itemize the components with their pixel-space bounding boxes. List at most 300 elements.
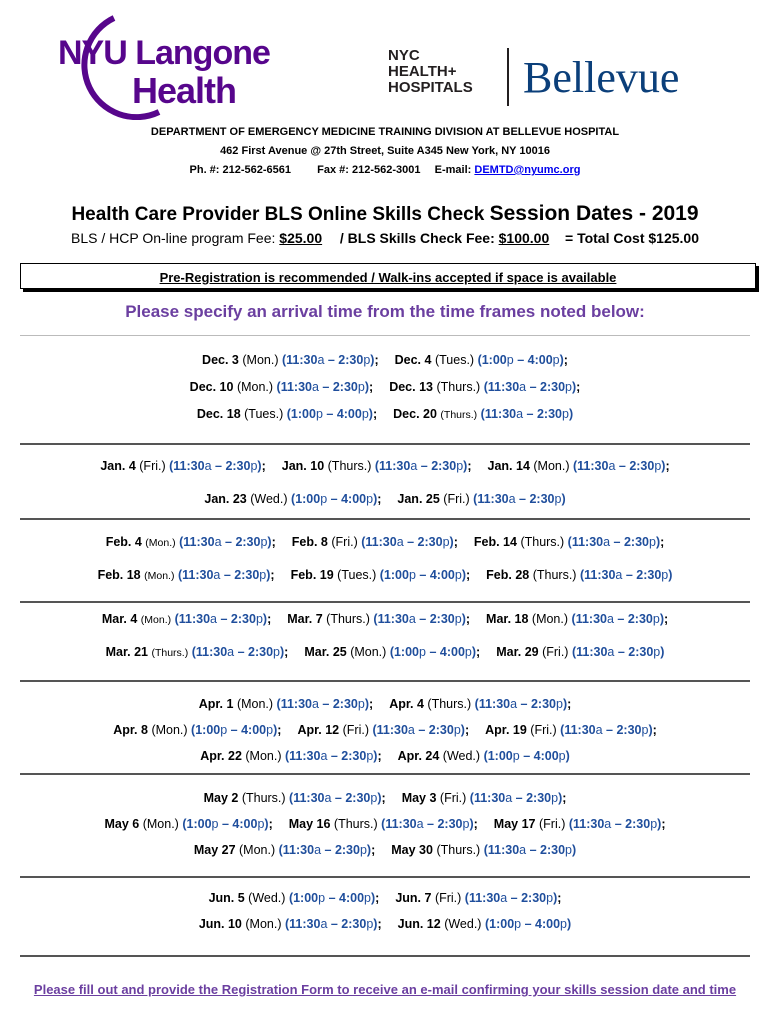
- session-separator: ;: [369, 380, 374, 394]
- start-time: 1:00: [489, 917, 515, 931]
- session-item: [395, 353, 568, 367]
- session-date: Jan. 10: [281, 459, 325, 473]
- start-time: 11:30: [487, 380, 520, 394]
- session-row: [0, 492, 770, 506]
- end-ampm: p: [259, 568, 267, 582]
- session-date: Feb. 8: [291, 535, 328, 549]
- end-time: 2:30: [341, 917, 367, 931]
- end-ampm: p: [359, 843, 367, 857]
- session-date: Apr. 12: [297, 723, 340, 737]
- end-time: 2:30: [540, 843, 566, 857]
- session-date: Apr. 1: [198, 697, 234, 711]
- start-time: 1:00: [393, 645, 420, 659]
- session-time: (11:30a – 2:30p): [169, 459, 262, 473]
- end-time: 2:30: [625, 817, 651, 831]
- end-time: 2:30: [234, 568, 260, 582]
- end-ampm: p: [652, 612, 660, 626]
- session-separator: ;: [652, 723, 657, 737]
- session-date: Feb. 18: [97, 568, 141, 582]
- session-date: Feb. 14: [473, 535, 517, 549]
- start-ampm: a: [407, 723, 415, 737]
- end-time: 2:30: [230, 612, 256, 626]
- end-time: 4:00: [439, 645, 465, 659]
- nyu-langone-health-logo: [44, 10, 294, 120]
- start-ampm: p: [318, 891, 326, 905]
- session-weekday: (Mon.): [140, 614, 172, 626]
- start-ampm: a: [606, 612, 614, 626]
- session-date: Jun. 5: [208, 891, 245, 905]
- start-ampm: a: [408, 612, 416, 626]
- end-time: 2:30: [636, 568, 662, 582]
- end-time: 2:30: [540, 380, 566, 394]
- end-ampm: p: [260, 535, 268, 549]
- session-time: (1:00p – 4:00p): [389, 645, 477, 659]
- start-time: 11:30: [564, 723, 596, 737]
- email-link[interactable]: DEMTD@nyumc.org: [474, 164, 581, 176]
- session-separator: ;: [271, 535, 276, 549]
- session-weekday: (Tues.): [244, 407, 284, 421]
- session-date: Apr. 19: [485, 723, 527, 737]
- session-separator: ;: [562, 791, 567, 805]
- session-time: (11:30a – 2:30p): [474, 697, 568, 711]
- start-ampm: a: [410, 459, 418, 473]
- end-time: 2:30: [521, 891, 547, 905]
- start-ampm: a: [416, 817, 424, 831]
- end-time: 2:30: [235, 535, 261, 549]
- session-time: (11:30a – 2:30p): [179, 535, 272, 549]
- session-weekday: (Tues.): [434, 353, 475, 367]
- session-time: (11:30a – 2:30p): [373, 612, 466, 626]
- end-ampm: p: [565, 843, 572, 857]
- end-time: 2:30: [332, 380, 358, 394]
- start-time: 11:30: [487, 843, 520, 857]
- end-time: 2:30: [428, 723, 454, 737]
- session-weekday: (Thurs.): [440, 409, 478, 421]
- session-weekday: (Thurs.): [241, 791, 286, 805]
- session-time: (11:30a – 2:30p): [276, 380, 370, 394]
- start-ampm: a: [214, 535, 222, 549]
- start-ampm: a: [227, 645, 235, 659]
- session-separator: ;: [369, 697, 374, 711]
- session-date: Apr. 22: [200, 749, 242, 763]
- session-weekday: (Mon.): [142, 817, 179, 831]
- session-weekday: (Thurs.): [436, 380, 481, 394]
- session-date: Jan. 4: [100, 459, 136, 473]
- start-time: 11:30: [182, 568, 214, 582]
- start-time: 11:30: [195, 645, 228, 659]
- session-separator: ;: [663, 612, 669, 626]
- session-item: [199, 917, 382, 931]
- session-item: [105, 817, 273, 831]
- session-item: [190, 380, 374, 394]
- start-ampm: p: [419, 645, 426, 659]
- session-item: [282, 459, 472, 473]
- session-item: [194, 843, 375, 857]
- session-weekday: (Mon.): [242, 353, 279, 367]
- session-date: May 30: [391, 843, 433, 857]
- session-separator: ;: [473, 817, 478, 831]
- start-time: 1:00: [290, 407, 316, 421]
- session-weekday: (Thurs.): [520, 535, 565, 549]
- session-time: (1:00p – 4:00p): [288, 891, 376, 905]
- session-item: [204, 791, 386, 805]
- session-time: (11:30a – 2:30p): [483, 843, 577, 857]
- session-date: Dec. 13: [389, 380, 433, 394]
- start-time: 11:30: [280, 697, 312, 711]
- start-time: 11:30: [280, 380, 312, 394]
- session-item: [486, 612, 668, 626]
- end-time: 2:30: [530, 697, 556, 711]
- session-weekday: (Thurs.): [151, 647, 189, 659]
- session-time: (1:00p – 4:00p): [286, 407, 373, 421]
- logo-divider: [507, 48, 509, 106]
- session-item: [398, 917, 572, 931]
- session-separator: ;: [453, 535, 458, 549]
- arrival-instruction: Please specify an arrival time from the time frames noted below:: [125, 302, 645, 321]
- start-ampm: p: [514, 917, 522, 931]
- registration-footer-note: Please fill out and provide the Registration Form to receive an e-mail confirming your skills session date and time: [33, 982, 737, 997]
- end-time: 4:00: [527, 353, 553, 367]
- start-ampm: a: [595, 723, 603, 737]
- session-separator: ;: [464, 723, 470, 737]
- end-ampm: p: [546, 891, 554, 905]
- session-separator: ;: [374, 353, 379, 367]
- start-ampm: a: [210, 612, 217, 626]
- start-ampm: p: [211, 817, 219, 831]
- session-separator: ;: [377, 492, 382, 506]
- start-ampm: a: [516, 407, 524, 421]
- session-row: [0, 843, 770, 857]
- session-weekday: (Tues.): [337, 568, 377, 582]
- session-row: [0, 723, 770, 737]
- month-divider: [20, 680, 750, 682]
- session-weekday: (Thurs.): [436, 843, 481, 857]
- session-time: (11:30a – 2:30p): [579, 568, 673, 582]
- session-item: [209, 891, 380, 905]
- page-title: [0, 202, 770, 226]
- skills-fee-label: / BLS Skills Check Fee:: [339, 230, 495, 246]
- start-time: 1:00: [295, 492, 321, 506]
- end-ampm: p: [554, 492, 562, 506]
- bellevue-wordmark: Bellevue: [523, 53, 680, 102]
- end-ampm: p: [361, 407, 369, 421]
- nyc-logo-line3: HOSPITALS: [388, 79, 473, 96]
- session-weekday: (Thurs.): [333, 817, 378, 831]
- end-ampm: p: [442, 535, 450, 549]
- fax: Fax #: 212-562-3001: [317, 164, 421, 176]
- end-ampm: p: [654, 459, 662, 473]
- start-ampm: a: [320, 917, 328, 931]
- session-weekday: (Wed.): [248, 891, 286, 905]
- end-ampm: p: [560, 917, 567, 931]
- start-time: 11:30: [478, 697, 511, 711]
- end-ampm: p: [653, 645, 661, 659]
- end-ampm: p: [366, 492, 374, 506]
- start-ampm: a: [505, 791, 513, 805]
- end-ampm: p: [357, 380, 365, 394]
- session-item: [102, 612, 271, 626]
- start-time: 11:30: [289, 917, 321, 931]
- end-time: 2:30: [623, 535, 650, 549]
- start-time: 1:00: [195, 723, 221, 737]
- session-time: (1:00p – 4:00p): [477, 353, 564, 367]
- start-ampm: p: [506, 353, 514, 367]
- start-ampm: a: [510, 697, 518, 711]
- phone: Ph. #: 212-562-6561: [189, 164, 292, 176]
- session-separator: ;: [372, 407, 378, 421]
- session-date: Jun. 12: [397, 917, 441, 931]
- session-time: (11:30a – 2:30p): [469, 791, 563, 805]
- start-time: 11:30: [178, 612, 211, 626]
- end-ampm: p: [661, 568, 669, 582]
- title-tail: Session Dates - 2019: [489, 202, 699, 225]
- start-time: 11:30: [385, 817, 417, 831]
- session-separator: ;: [270, 568, 275, 582]
- session-separator: ;: [563, 353, 568, 367]
- address: 462 First Avenue @ 27th Street, Suite A345 New York, NY 10016: [220, 145, 550, 157]
- start-ampm: p: [315, 407, 323, 421]
- end-time: 2:30: [526, 791, 552, 805]
- end-ampm: p: [462, 817, 470, 831]
- start-ampm: a: [607, 645, 615, 659]
- start-ampm: p: [408, 568, 416, 582]
- month-divider: [20, 518, 750, 520]
- end-ampm: p: [453, 723, 461, 737]
- session-weekday: (Mon.): [350, 645, 387, 659]
- end-time: 4:00: [336, 407, 362, 421]
- fee-line: [0, 230, 770, 246]
- session-date: May 17: [493, 817, 536, 831]
- department-name: DEPARTMENT OF EMERGENCY MEDICINE TRAINING DIVISION AT BELLEVUE HOSPITAL: [150, 126, 620, 138]
- start-time: 11:30: [293, 791, 325, 805]
- session-weekday: (Mon.): [245, 749, 282, 763]
- session-separator: ;: [277, 723, 282, 737]
- session-date: Mar. 7: [287, 612, 323, 626]
- end-ampm: p: [364, 891, 371, 905]
- session-item: [485, 723, 657, 737]
- end-ampm: p: [250, 459, 258, 473]
- session-time: (11:30a – 2:30p): [276, 697, 370, 711]
- start-ampm: a: [312, 697, 319, 711]
- session-row: [0, 353, 770, 367]
- session-item: [287, 612, 470, 626]
- session-date: May 2: [203, 791, 239, 805]
- start-ampm: a: [615, 568, 623, 582]
- session-date: Dec. 10: [189, 380, 234, 394]
- start-ampm: a: [396, 535, 404, 549]
- start-time: 1:00: [481, 353, 507, 367]
- session-time: (11:30a – 2:30p): [573, 459, 666, 473]
- session-time: (11:30a – 2:30p): [177, 568, 271, 582]
- session-row: [0, 749, 770, 763]
- start-ampm: a: [204, 459, 212, 473]
- end-time: 2:30: [225, 459, 251, 473]
- nyu-logo-line2: Health: [132, 70, 237, 111]
- start-time: 11:30: [468, 891, 501, 905]
- session-time: (1:00p – 4:00p): [191, 723, 278, 737]
- start-time: 11:30: [484, 407, 517, 421]
- session-time: (11:30a – 2:30p): [381, 817, 474, 831]
- session-weekday: (Mon.): [151, 723, 188, 737]
- month-divider: [20, 443, 750, 445]
- session-separator: ;: [465, 612, 471, 626]
- session-item: [389, 697, 571, 711]
- session-item: [393, 407, 573, 421]
- end-ampm: p: [565, 380, 572, 394]
- session-date: Mar. 4: [101, 612, 138, 626]
- registration-banner: Pre-Registration is recommended / Walk-ins accepted if space is available: [20, 263, 756, 289]
- month-divider: [20, 773, 750, 775]
- start-ampm: a: [603, 535, 611, 549]
- session-date: Feb. 19: [290, 568, 334, 582]
- end-time: 4:00: [241, 723, 267, 737]
- start-ampm: a: [324, 791, 332, 805]
- start-ampm: a: [213, 568, 221, 582]
- end-ampm: p: [266, 723, 274, 737]
- session-date: May 27: [193, 843, 236, 857]
- session-separator: ;: [381, 791, 386, 805]
- session-row: [0, 891, 770, 905]
- session-separator: ;: [267, 612, 272, 626]
- session-date: Mar. 25: [304, 645, 347, 659]
- session-time: (11:30a – 2:30p): [278, 843, 372, 857]
- end-ampm: p: [649, 535, 656, 549]
- session-row: [0, 791, 770, 805]
- session-row: [0, 459, 770, 473]
- session-separator: ;: [661, 817, 666, 831]
- session-time: (1:00p – 4:00p): [291, 492, 378, 506]
- session-item: [204, 492, 381, 506]
- end-time: 4:00: [341, 492, 367, 506]
- end-time: 2:30: [437, 817, 463, 831]
- session-separator: ;: [371, 843, 376, 857]
- start-time: 11:30: [286, 353, 318, 367]
- session-item: [200, 749, 381, 763]
- session-separator: ;: [467, 459, 472, 473]
- online-fee-label: BLS / HCP On-line program Fee:: [71, 230, 276, 246]
- start-ampm: a: [519, 843, 527, 857]
- session-time: (11:30a – 2:30p): [560, 723, 653, 737]
- session-separator: ;: [377, 917, 382, 931]
- session-item: [496, 645, 664, 659]
- session-row: [0, 380, 770, 394]
- session-weekday: (Mon.): [145, 537, 176, 549]
- session-date: May 16: [288, 817, 331, 831]
- session-item: [113, 723, 281, 737]
- start-time: 11:30: [379, 459, 411, 473]
- end-ampm: p: [257, 817, 265, 831]
- end-ampm: p: [363, 353, 371, 367]
- end-ampm: p: [357, 697, 365, 711]
- month-divider: [20, 955, 750, 957]
- start-ampm: p: [320, 492, 328, 506]
- session-time: (11:30a – 2:30p): [480, 407, 574, 421]
- session-weekday: (Wed.): [444, 917, 482, 931]
- session-separator: ;: [567, 697, 572, 711]
- session-weekday: (Fri.): [542, 645, 569, 659]
- start-time: 1:00: [186, 817, 212, 831]
- session-time: (1:00p – 4:00p): [484, 917, 572, 931]
- session-separator: ;: [375, 891, 380, 905]
- end-time: 2:30: [248, 645, 274, 659]
- session-weekday: (Fri.): [538, 817, 566, 831]
- end-ampm: p: [366, 917, 374, 931]
- end-time: 4:00: [535, 917, 561, 931]
- end-ampm: p: [464, 645, 472, 659]
- end-ampm: p: [273, 645, 280, 659]
- end-time: 2:30: [616, 723, 642, 737]
- session-separator: ;: [268, 817, 273, 831]
- session-row: [0, 612, 770, 626]
- session-weekday: (Mon.): [533, 459, 570, 473]
- start-time: 11:30: [576, 645, 608, 659]
- end-time: 2:30: [338, 353, 364, 367]
- session-weekday: (Thurs.): [327, 459, 372, 473]
- session-weekday: (Wed.): [442, 749, 481, 763]
- end-ampm: p: [454, 612, 462, 626]
- session-date: Mar. 18: [486, 612, 529, 626]
- session-item: [488, 459, 670, 473]
- end-ampm: p: [456, 459, 464, 473]
- session-date: Dec. 3: [202, 353, 239, 367]
- session-row: [0, 407, 770, 421]
- end-time: 4:00: [429, 568, 455, 582]
- session-time: (11:30a – 2:30p): [571, 645, 665, 659]
- session-date: Feb. 4: [105, 535, 142, 549]
- start-time: 1:00: [487, 749, 513, 763]
- session-time: (11:30a – 2:30p): [571, 612, 664, 626]
- online-fee: $25.00: [279, 230, 323, 246]
- session-date: Jun. 10: [198, 917, 242, 931]
- session-date: Dec. 20: [393, 407, 437, 421]
- session-weekday: (Fri.): [443, 492, 470, 506]
- start-time: 1:00: [293, 891, 319, 905]
- start-ampm: a: [508, 492, 516, 506]
- session-item: [292, 535, 458, 549]
- contact-line: [0, 164, 770, 176]
- nyc-health-hospitals-bellevue-logo: [385, 44, 705, 110]
- session-weekday: (Fri.): [139, 459, 166, 473]
- start-ampm: a: [500, 891, 508, 905]
- session-item: [304, 645, 480, 659]
- session-date: Feb. 28: [486, 568, 530, 582]
- end-ampm: p: [556, 697, 563, 711]
- session-date: Jan. 23: [204, 492, 247, 506]
- session-weekday: (Fri.): [439, 791, 467, 805]
- divider: [20, 335, 750, 336]
- end-time: 2:30: [628, 645, 654, 659]
- end-time: 2:30: [332, 697, 358, 711]
- start-time: 11:30: [377, 612, 409, 626]
- session-time: (11:30a – 2:30p): [567, 535, 661, 549]
- session-item: [391, 843, 576, 857]
- session-date: Dec. 18: [196, 407, 241, 421]
- start-ampm: a: [519, 380, 527, 394]
- end-time: 2:30: [629, 459, 655, 473]
- start-time: 11:30: [584, 568, 616, 582]
- session-separator: ;: [377, 749, 382, 763]
- session-row: [0, 535, 770, 549]
- end-ampm: p: [454, 568, 462, 582]
- session-date: Jun. 7: [395, 891, 432, 905]
- session-item: [486, 568, 672, 582]
- session-separator: ;: [665, 459, 670, 473]
- session-time: (11:30a – 2:30p): [174, 612, 268, 626]
- session-separator: ;: [557, 891, 562, 905]
- session-item: [106, 645, 289, 659]
- start-time: 11:30: [575, 612, 607, 626]
- session-separator: ;: [576, 380, 581, 394]
